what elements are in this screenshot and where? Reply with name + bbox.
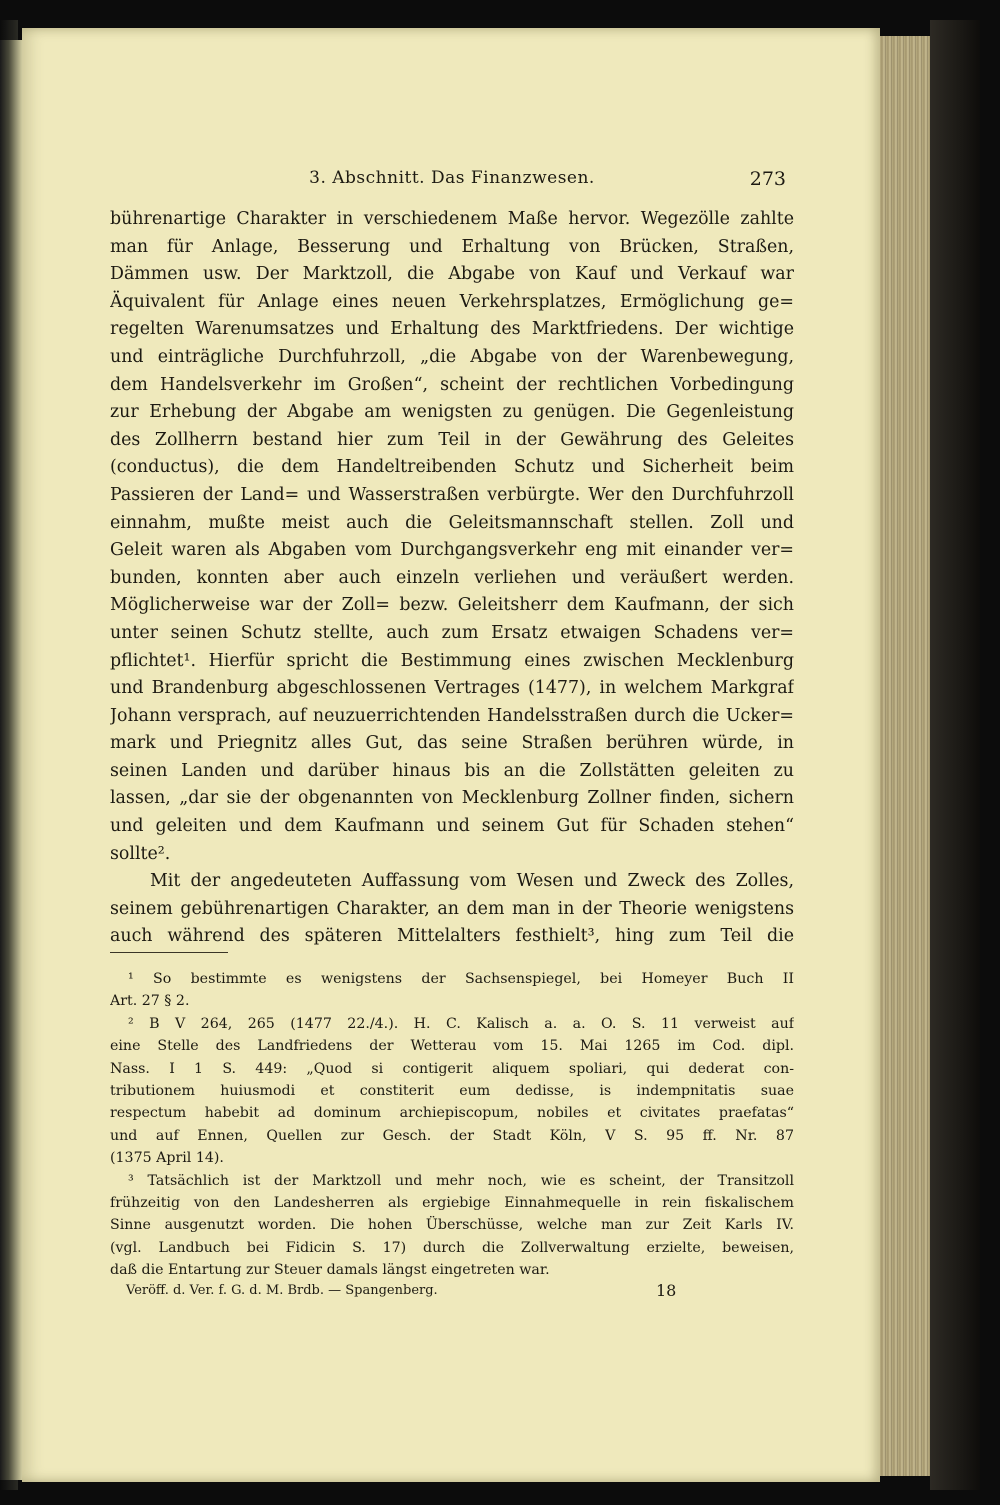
body-line: sollte².: [110, 843, 171, 864]
body-line: einnahm, mußte meist auch die Geleitsmannschaft stellen. Zoll und: [110, 512, 794, 533]
page-number: 273: [749, 168, 786, 190]
body-text: [110, 206, 794, 951]
body-line: Mit der angedeuteten Auffassung vom Wesen und Zweck des Zolles,: [150, 871, 794, 892]
body-line: Passieren der Land= und Wasserstraßen verbürgte. Wer den Durchfuhrzoll: [110, 484, 794, 505]
body-line: und geleiten und dem Kaufmann und seinem Gut für Schaden stehen“: [110, 816, 794, 837]
footnote-line: (vgl. Landbuch bei Fidicin S. 17) durch die Zollverwaltung erzielte, beweisen,: [110, 1239, 794, 1256]
body-line: bunden, konnten aber auch einzeln verliehen und veräußert werden.: [110, 567, 794, 588]
footnote-line: ² B V 264, 265 (1477 22./4.). H. C. Kalisch a. a. O. S. 11 verweist auf: [128, 1015, 794, 1032]
signature-text: Veröff. d. Ver. f. G. d. M. Brdb. — Spangenberg.: [126, 1283, 438, 1298]
body-line: lassen, „dar sie der obgenannten von Mecklenburg Zollner finden, sichern: [110, 788, 794, 809]
body-line: bührenartige Charakter in verschiedenem Maße hervor. Wegezölle zahlte: [110, 209, 794, 229]
body-line: des Zollherrn bestand hier zum Teil in der Gewährung des Geleites: [110, 429, 794, 450]
book-page: [22, 28, 880, 1482]
footnote-line: Nass. I 1 S. 449: „Quod si contigerit aliquem spoliari, qui dederat con-: [110, 1060, 794, 1077]
body-line: und einträgliche Durchfuhrzoll, „die Abgabe von der Warenbewegung,: [110, 346, 794, 367]
footnotes: [110, 968, 794, 1281]
body-line: seinen Landen und darüber hinaus bis an die Zollstätten geleiten zu: [110, 760, 794, 781]
body-line: mark und Priegnitz alles Gut, das seine Straßen berühren würde, in: [110, 733, 794, 754]
footnote-line: ³ Tatsächlich ist der Marktzoll und mehr noch, wie es scheint, der Transitzoll: [128, 1172, 794, 1189]
body-line: regelten Warenumsatzes und Erhaltung des Marktfriedens. Der wichtige: [110, 319, 794, 340]
footnote-line: und auf Ennen, Quellen zur Gesch. der Stadt Köln, V S. 95 ff. Nr. 87: [110, 1127, 794, 1144]
body-line: (conductus), die dem Handeltreibenden Schutz und Sicherheit beim: [110, 457, 794, 478]
body-line: seinem gebührenartigen Charakter, an dem man in der Theorie wenigstens: [110, 898, 794, 919]
body-line: unter seinen Schutz stellte, auch zum Ersatz etwaigen Schadens ver=: [110, 622, 794, 643]
footnote-line: Art. 27 § 2.: [110, 993, 190, 1010]
facing-page-edge: [0, 40, 22, 1480]
footnote-line: ¹ So bestimmte es wenigstens der Sachsenspiegel, bei Homeyer Buch II: [128, 971, 794, 987]
signature-number: 18: [656, 1281, 677, 1300]
body-line: dem Handelsverkehr im Großen“, scheint der rechtlichen Vorbedingung: [110, 374, 794, 395]
footnote-line: (1375 April 14).: [110, 1150, 224, 1167]
running-head: [110, 168, 794, 198]
running-title: 3. Abschnitt. Das Finanzwesen.: [309, 168, 595, 188]
body-line: und Brandenburg abgeschlossenen Vertrages (1477), in welchem Markgraf: [110, 678, 794, 699]
footnote-line: daß die Entartung zur Steuer damals längst eingetreten war.: [110, 1262, 550, 1279]
body-line: Dämmen usw. Der Marktzoll, die Abgabe von Kauf und Verkauf war: [110, 264, 794, 285]
body-line: Möglicherweise war der Zoll= bezw. Geleitsherr dem Kaufmann, der sich: [110, 595, 794, 616]
page-stack-edges: [880, 36, 930, 1476]
body-line: man für Anlage, Besserung und Erhaltung von Brücken, Straßen,: [110, 236, 794, 257]
body-line: zur Erhebung der Abgabe am wenigsten zu genügen. Die Gegenleistung: [110, 402, 794, 423]
footnote-rule: [110, 952, 228, 953]
body-line: Äquivalent für Anlage eines neuen Verkehrsplatzes, Ermöglichung ge=: [110, 291, 794, 312]
book-cover-edge: [930, 20, 980, 1490]
footnote-line: frühzeitig von den Landesherren als ergiebige Einnahmequelle in rein fiskalischem: [110, 1194, 794, 1211]
footnote-line: tributionem huiusmodi et constiterit eum dedisse, is indempnitatis suae: [110, 1082, 794, 1099]
printer-signature: [126, 1283, 686, 1305]
footnote-line: eine Stelle des Landfriedens der Wetterau vom 15. Mai 1265 im Cod. dipl.: [110, 1038, 794, 1055]
footnote-line: respectum habebit ad dominum archiepiscopum, nobiles et civitates praefatas“: [110, 1105, 794, 1122]
body-line: Geleit waren als Abgaben vom Durchgangsverkehr eng mit einander ver=: [110, 540, 794, 561]
body-line: Johann versprach, auf neuzuerrichtenden Handelsstraßen durch die Ucker=: [110, 705, 794, 726]
body-line: pflichtet¹. Hierfür spricht die Bestimmung eines zwischen Mecklenburg: [110, 650, 794, 671]
footnote-line: Sinne ausgenutzt worden. Die hohen Überschüsse, welche man zur Zeit Karls IV.: [110, 1217, 794, 1234]
body-line: auch während des späteren Mittelalters festhielt³, hing zum Teil die: [110, 926, 794, 947]
